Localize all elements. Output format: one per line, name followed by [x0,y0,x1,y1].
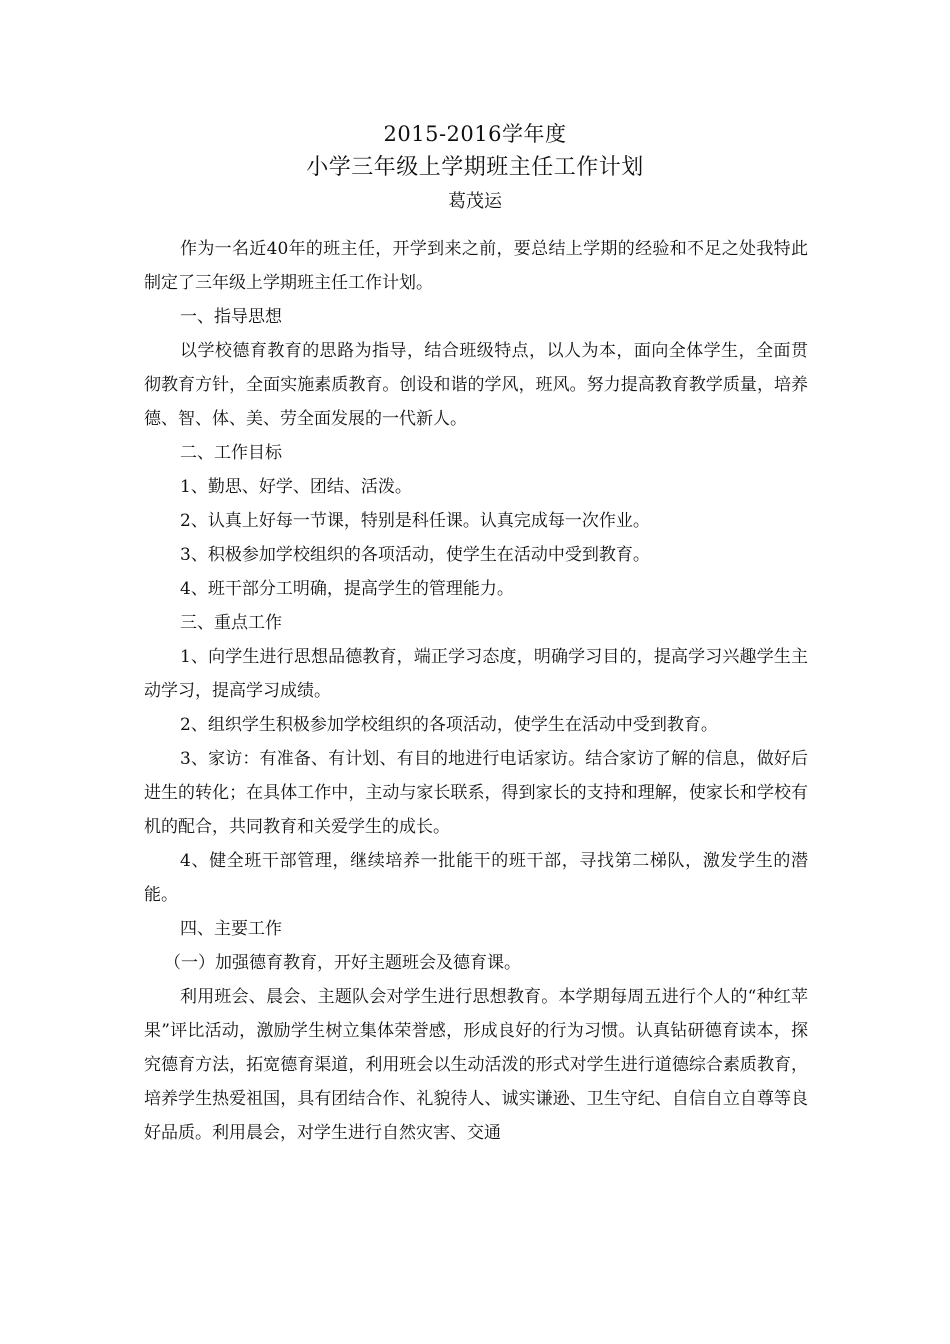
document-author: 葛茂运 [448,191,502,212]
section-heading-guiding-ideology: 一、指导思想 [180,307,282,327]
section-heading-main-work: 四、主要工作 [180,919,282,939]
body-paragraph: 利用班会、晨会、主题队会对学生进行思想教育。本学期每周五进行个人的“种红苹果”评比活动，激励学生树立集体荣誉感，形成良好的行为习惯。认真钻研德育读本，探究德育方法，拓宽德育渠道，利用班会以生动活泼的形式对学生进行道德综合素质教育，培养学生热爱祖国，具有团结合作、礼貌待人、诚实谦逊、卫生守纪、自信自立自尊等良好品质。利用晨会，对学生进行自然灾害、交通 [144,987,808,1143]
intro-paragraph: 作为一名近40年的班主任，开学到来之前，要总结上学期的经验和不足之处我特此制定了三年级上学期班主任工作计划。 [144,239,808,293]
subsection-heading: （一）加强德育教育，开好主题班会及德育课。 [164,953,521,973]
list-item: 2、认真上好每一节课，特别是科任课。认真完成每一次作业。 [180,511,650,531]
list-item: 3、家访：有准备、有计划、有目的地进行电话家访。结合家访了解的信息，做好后进生的转化；在具体工作中，主动与家长联系，得到家长的支持和理解，使家长和学校有机的配合，共同教育和关爱学生的成长。 [144,749,808,837]
list-item: 3、积极参加学校组织的各项活动，使学生在活动中受到教育。 [180,545,650,565]
document-title: 2015-2016学年度 [383,122,567,146]
section-heading-work-goals: 二、工作目标 [180,443,282,463]
body-paragraph: 以学校德育教育的思路为指导，结合班级特点，以人为本，面向全体学生，全面贯彻教育方针，全面实施素质教育。创设和谐的学风，班风。努力提高教育教学质量，培养德、智、体、美、劳全面发展的一代新人。 [144,341,808,429]
list-item: 1、勤思、好学、团结、活泼。 [180,477,412,497]
title-block [0,118,950,218]
document-subtitle: 小学三年级上学期班主任工作计划 [306,155,644,180]
section-heading-key-work: 三、重点工作 [180,613,282,633]
list-item: 2、组织学生积极参加学校组织的各项活动，使学生在活动中受到教育。 [180,715,718,735]
list-item: 1、向学生进行思想品德教育，端正学习态度，明确学习目的，提高学习兴趣学生主动学习，提高学习成绩。 [144,647,808,701]
list-item: 4、班干部分工明确，提高学生的管理能力。 [180,579,514,599]
document-body [144,232,808,1150]
list-item: 4、健全班干部管理，继续培养一批能干的班干部，寻找第二梯队，激发学生的潜能。 [144,851,808,905]
